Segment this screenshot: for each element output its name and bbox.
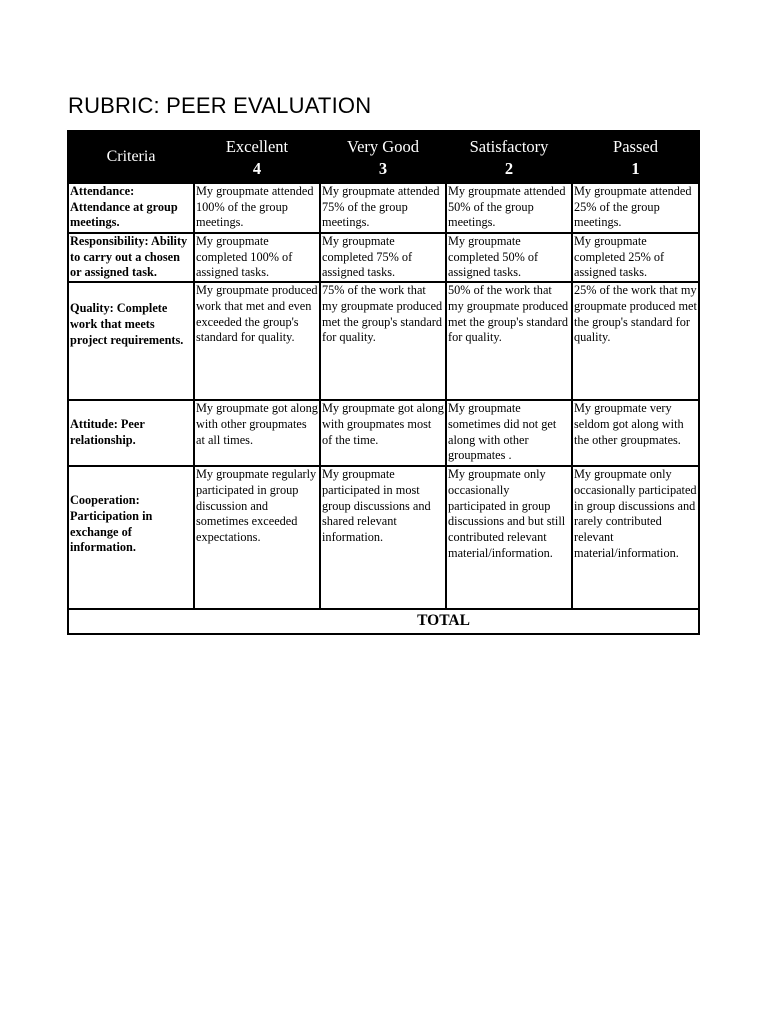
- level-score: 1: [631, 159, 640, 178]
- rubric-cell: My groupmate attended 75% of the group meetings.: [320, 183, 446, 233]
- total-row: [68, 609, 699, 634]
- rubric-cell: My groupmate sometimes did not get along with other groupmates .: [446, 400, 572, 466]
- rubric-cell: 50% of the work that my groupmate produced met the group's standard for quality.: [446, 282, 572, 400]
- header-level-very-good: [320, 131, 446, 183]
- rubric-table: [67, 130, 700, 635]
- rubric-cell: My groupmate completed 50% of assigned tasks.: [446, 233, 572, 282]
- rubric-cell: My groupmate very seldom got along with the other groupmates.: [572, 400, 699, 466]
- level-score: 3: [378, 159, 388, 178]
- header-row: [68, 131, 699, 183]
- criterion-cell: Attendance: Attendance at group meetings.: [68, 183, 194, 233]
- rubric-cell: 75% of the work that my groupmate produced met the group's standard for quality.: [320, 282, 446, 400]
- header-level-excellent: [194, 131, 320, 183]
- rubric-cell: My groupmate attended 50% of the group meetings.: [446, 183, 572, 233]
- criterion-cell: Cooperation: Participation in exchange of information.: [68, 466, 194, 609]
- rubric-cell: My groupmate only occasionally participated in group discussions and but still contributed relevant material/information.: [446, 466, 572, 609]
- rubric-row-attendance: [68, 183, 699, 233]
- criterion-cell: Responsibility: Ability to carry out a chosen or assigned task.: [68, 233, 194, 282]
- rubric-cell: My groupmate attended 100% of the group meetings.: [194, 183, 320, 233]
- rubric-cell: My groupmate participated in most group discussions and shared relevant information.: [320, 466, 446, 609]
- page-title: RUBRIC: PEER EVALUATION: [68, 93, 372, 118]
- rubric-cell: My groupmate regularly participated in group discussion and sometimes exceeded expectations.: [194, 466, 320, 609]
- header-criteria: [68, 131, 194, 183]
- rubric-cell: My groupmate completed 100% of assigned tasks.: [194, 233, 320, 282]
- rubric-cell: My groupmate produced work that met and even exceeded the group's standard for quality.: [194, 282, 320, 400]
- criterion-cell: Quality: Complete work that meets project requirements.: [68, 282, 194, 400]
- rubric-row-responsibility: [68, 233, 699, 282]
- header-criteria-label: Criteria: [106, 148, 156, 165]
- rubric-row-cooperation: [68, 466, 699, 609]
- rubric-cell: My groupmate completed 75% of assigned tasks.: [320, 233, 446, 282]
- level-name: Very Good: [347, 137, 419, 156]
- total-label: TOTAL: [417, 612, 470, 630]
- rubric-row-attitude: [68, 400, 699, 466]
- level-score: 2: [504, 159, 514, 178]
- rubric-cell: My groupmate got along with groupmates most of the time.: [320, 400, 446, 466]
- rubric-cell: My groupmate only occasionally participated in group discussions and rarely contributed relevant material/information.: [572, 466, 699, 609]
- criterion-cell: Attitude: Peer relationship.: [68, 400, 194, 466]
- rubric-cell: My groupmate attended 25% of the group meetings.: [572, 183, 699, 233]
- level-name: Satisfactory: [469, 137, 549, 156]
- level-name: Passed: [613, 137, 658, 156]
- header-level-satisfactory: [446, 131, 572, 183]
- total-cell: [68, 609, 699, 634]
- rubric-cell: My groupmate got along with other groupmates at all times.: [194, 400, 320, 466]
- header-level-passed: [572, 131, 699, 183]
- level-score: 4: [252, 159, 262, 178]
- rubric-cell: My groupmate completed 25% of assigned tasks.: [572, 233, 699, 282]
- rubric-row-quality: [68, 282, 699, 400]
- rubric-cell: 25% of the work that my groupmate produced met the group's standard for quality.: [572, 282, 699, 400]
- level-name: Excellent: [225, 137, 289, 156]
